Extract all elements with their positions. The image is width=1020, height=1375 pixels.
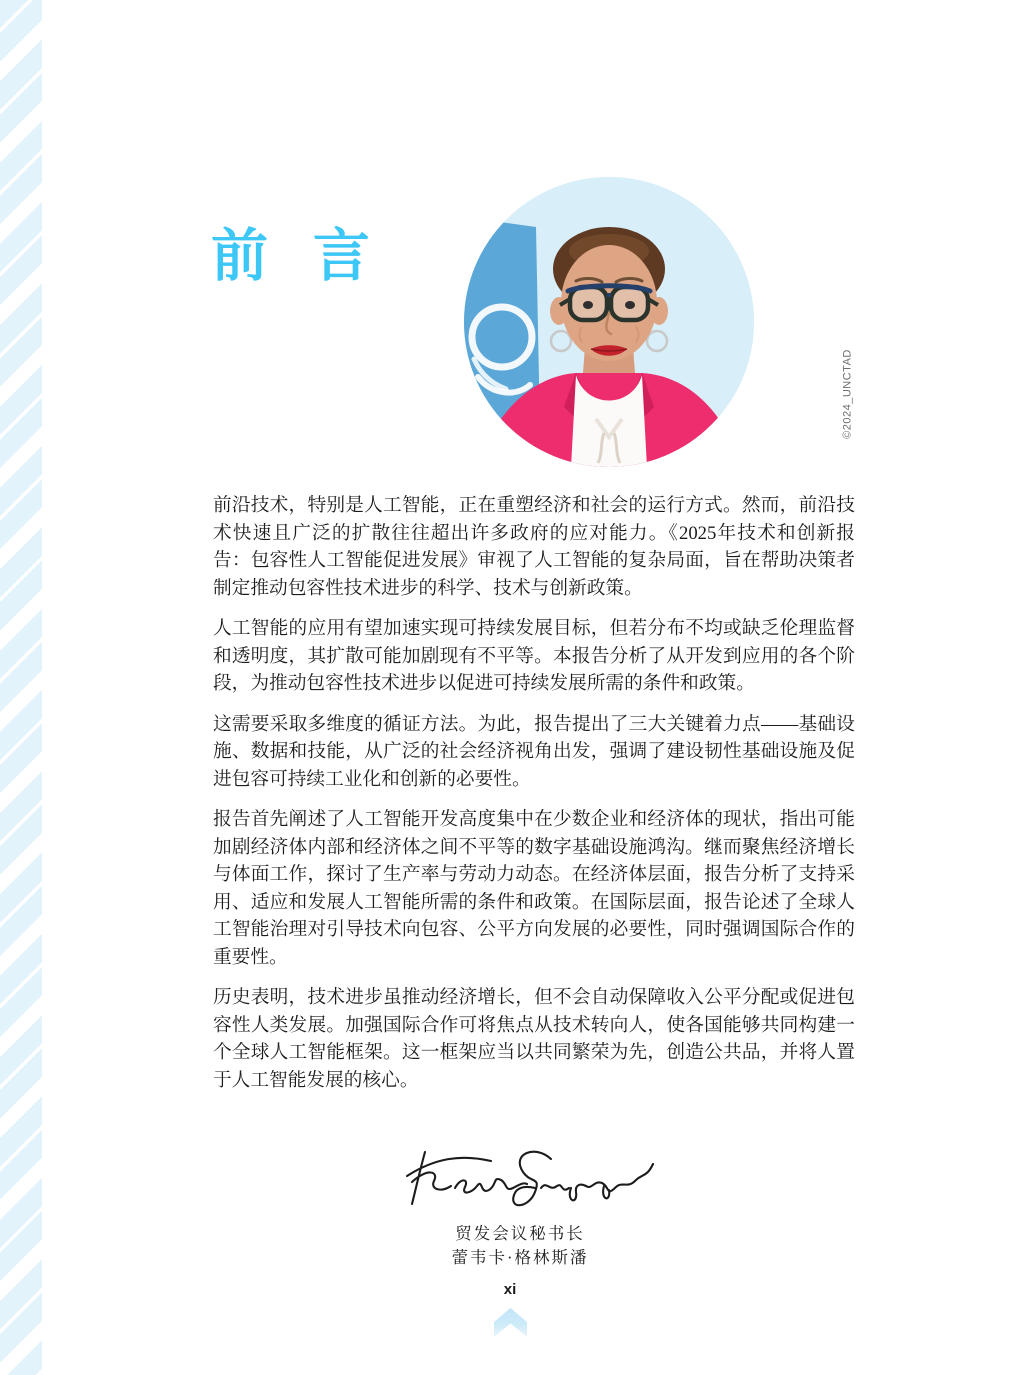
paragraph-4: 报告首先阐述了人工智能开发高度集中在少数企业和经济体的现状，指出可能加剧经济体内部和经济体之间不平等的数字基础设施鸿沟。继而聚焦经济增长与体面工作，探讨了生产率与劳动力动态。在经济体层面，报告分析了支持采用、适应和发展人工智能所需的条件和政策。在国际层面，报告论述了全球人工智能治理对引导技术向包容、公平方向发展的必要性，同时强调国际合作的重要性。 [213,809,855,968]
portrait-illustration [464,177,754,467]
portrait-photo [464,177,754,467]
paragraph-5: 历史表明，技术进步虽推动经济增长，但不会自动保障收入公平分配或促进包容性人类发展。加强国际合作可将焦点从技术转向人，使各国能够共同构建一个全球人工智能框架。这一框架应当以共同繁荣为先，创造公共品，并将人置于人工智能发展的核心。 [213,987,855,1091]
handwritten-signature [399,1142,661,1214]
page-number: xi [503,1281,517,1298]
paragraph-2: 人工智能的应用有望加速实现可持续发展目标，但若分布不均或缺乏伦理监督和透明度，其扩散可能加剧现有不平等。本报告分析了从开发到应用的各个阶段，为推动包容性技术进步以促进可持续发展所需的条件和政策。 [213,618,855,694]
body-text [213,492,855,1094]
signature-name: 蕾韦卡·格林斯潘 [451,1248,589,1267]
paragraph-3: 这需要采取多维度的循证方法。为此，报告提出了三大关键着力点——基础设施、数据和技能，从广泛的社会经济视角出发，强调了建设韧性基础设施及促进包容可持续工业化和创新的必要性。 [213,713,855,790]
photo-credit: ©2024_UNCTAD [841,349,854,439]
signature-role: 贸发会议秘书长 [455,1224,585,1243]
signature-block [10,1142,1020,1270]
paragraph-1: 前沿技术，特别是人工智能，正在重塑经济和社会的运行方式。然而，前沿技术快速且广泛的扩散往往超出许多政府的应对能力。《2025年技术和创新报告：包容性人工智能促进发展》审视了人工智能的复杂局面，旨在帮助决策者制定推动包容性技术进步的科学、技术与创新政策。 [213,495,855,599]
chevron-up-icon [494,1308,527,1337]
page-title: 前 言 [211,224,371,289]
